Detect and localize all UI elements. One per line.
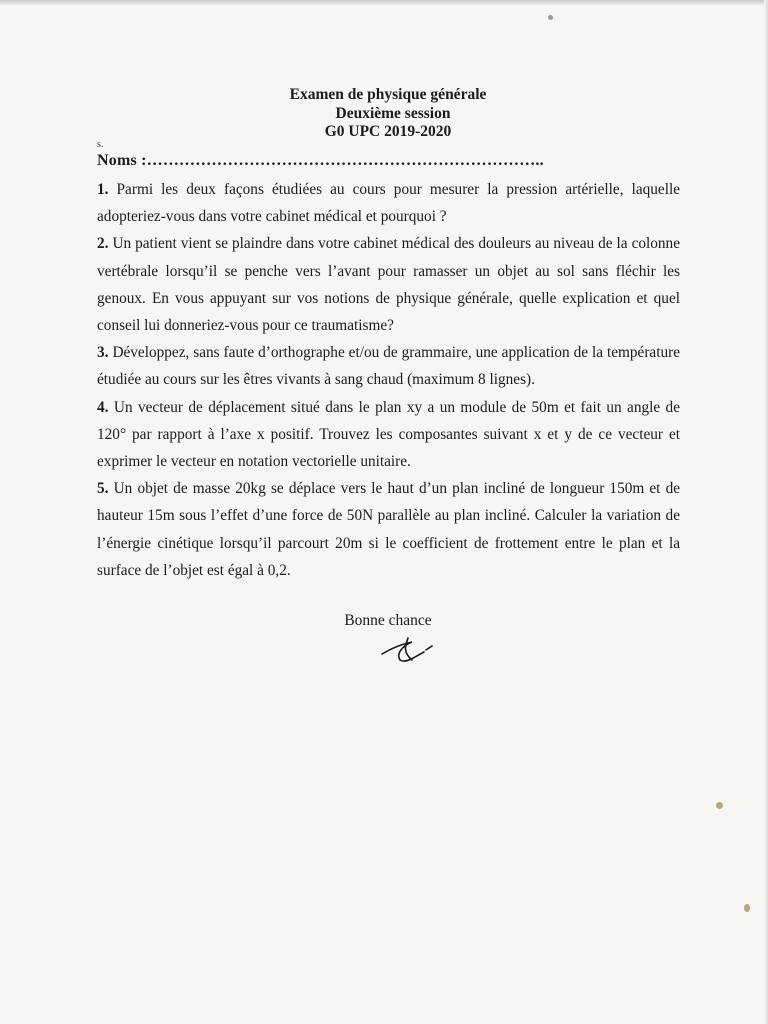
question-1 [97,176,680,230]
scan-edge-top [0,0,768,6]
question-text: Un patient vient se plaindre dans votre cabinet médical des douleurs au niveau de la colonne vertébrale lorsqu’il se penche vers l’avant pour ramasser un objet au sol sans fléchir les genoux. En vous appuyant sur vos notions de physique générale, quelle explication et quel conseil lui donneriez-vous pour ce traumatisme? [97,235,680,335]
question-number: 2. [97,235,109,253]
paper-speck [744,904,750,912]
noms-line: Noms :……………………………………………………………….. [97,152,544,169]
exam-header [0,86,768,142]
exam-class-year: G0 UPC 2019-2020 [324,123,452,140]
scan-edge-right [764,0,768,1024]
question-text: Un objet de masse 20kg se déplace vers le haut d’un plan incliné de longueur 150m et de hauteur 15m sous l’effet d’une force de 50N parallèle au plan incliné. Calculer la variation de l’énergie cinétique lorsqu’il parcourt 20m si le coefficient de frottement entre le plan et la surface de l’objet est égal à 0,2. [97,480,681,579]
question-number: 3. [97,344,109,362]
stray-mark: s. [97,139,104,150]
question-3 [97,339,680,393]
question-number: 1. [97,181,109,198]
question-number: 5. [97,480,109,498]
question-text: Parmi les deux façons étudiées au cours pour mesurer la pression artérielle, laquelle adopteriez-vous dans votre cabinet médical et pourquoi ? [97,181,681,226]
question-list [97,176,680,584]
exam-session: Deuxième session [335,104,451,122]
question-5 [97,475,680,584]
question-4 [97,394,680,476]
question-2 [97,230,680,339]
question-text: Un vecteur de déplacement situé dans le plan xy a un module de 50m et fait un angle de 120° par rapport à l’axe x positif. Trouvez les composantes suivant x et y de ce vecteur et exprimer le vecteur en notation vectorielle unitaire. [97,398,680,471]
closing-text: Bonne chance [344,612,432,629]
exam-title: Examen de physique générale [289,86,487,103]
paper-speck [716,802,723,809]
question-text: Développez, sans faute d’orthographe et/ou de grammaire, une application de la température étudiée au cours sur les êtres vivants à sang chaud (maximum 8 lignes). [97,344,680,389]
paper-speck [548,15,553,20]
question-number: 4. [97,398,109,416]
signature-mark [372,630,442,666]
